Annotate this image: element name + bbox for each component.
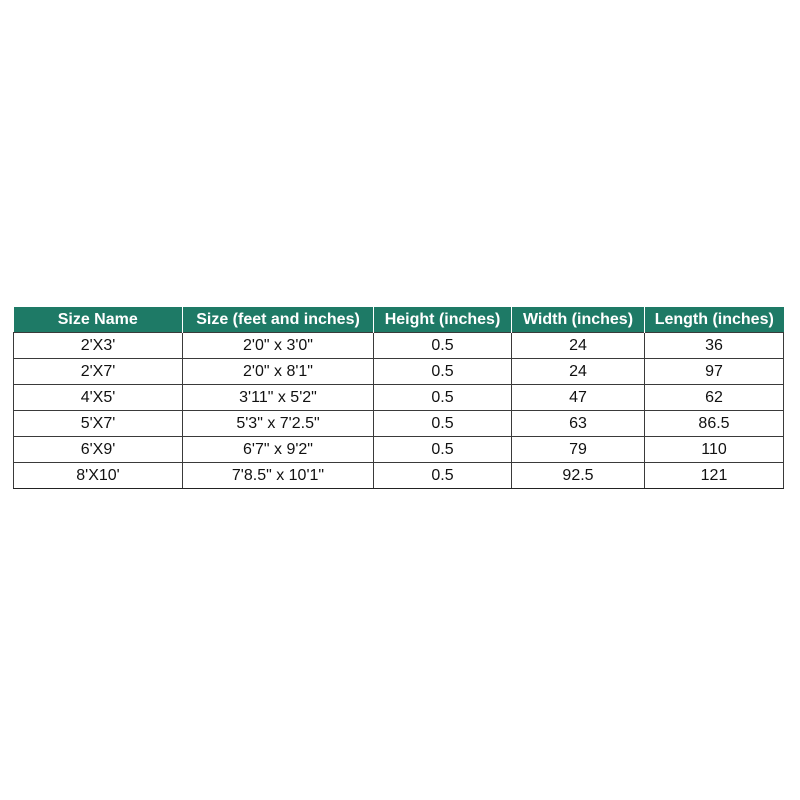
header-height: Height (inches)	[374, 307, 512, 333]
table-row	[14, 333, 784, 359]
cell-size-name: 2'X7'	[14, 359, 183, 385]
header-size-name: Size Name	[14, 307, 183, 333]
cell-size-name: 6'X9'	[14, 437, 183, 463]
size-table	[13, 307, 784, 489]
cell-length: 110	[645, 437, 784, 463]
header-length: Length (inches)	[645, 307, 784, 333]
table-header	[14, 307, 784, 333]
cell-height: 0.5	[374, 385, 512, 411]
cell-length: 36	[645, 333, 784, 359]
cell-size-name: 8'X10'	[14, 463, 183, 489]
cell-height: 0.5	[374, 333, 512, 359]
cell-length: 62	[645, 385, 784, 411]
table-row	[14, 411, 784, 437]
cell-size-feet-inches: 2'0" x 8'1"	[183, 359, 374, 385]
cell-width: 47	[512, 385, 645, 411]
cell-width: 24	[512, 359, 645, 385]
cell-width: 63	[512, 411, 645, 437]
cell-size-name: 4'X5'	[14, 385, 183, 411]
cell-width: 92.5	[512, 463, 645, 489]
table-row	[14, 437, 784, 463]
cell-height: 0.5	[374, 411, 512, 437]
cell-size-feet-inches: 3'11" x 5'2"	[183, 385, 374, 411]
cell-length: 121	[645, 463, 784, 489]
header-row	[14, 307, 784, 333]
cell-length: 86.5	[645, 411, 784, 437]
cell-width: 79	[512, 437, 645, 463]
table-row	[14, 385, 784, 411]
cell-height: 0.5	[374, 359, 512, 385]
header-width: Width (inches)	[512, 307, 645, 333]
table-row	[14, 359, 784, 385]
cell-size-feet-inches: 2'0" x 3'0"	[183, 333, 374, 359]
cell-length: 97	[645, 359, 784, 385]
table-body	[14, 333, 784, 489]
cell-height: 0.5	[374, 463, 512, 489]
cell-size-name: 5'X7'	[14, 411, 183, 437]
table-row	[14, 463, 784, 489]
cell-height: 0.5	[374, 437, 512, 463]
cell-size-feet-inches: 7'8.5" x 10'1"	[183, 463, 374, 489]
cell-width: 24	[512, 333, 645, 359]
size-table-container	[13, 307, 783, 489]
cell-size-feet-inches: 5'3" x 7'2.5"	[183, 411, 374, 437]
header-size-feet-inches: Size (feet and inches)	[183, 307, 374, 333]
cell-size-name: 2'X3'	[14, 333, 183, 359]
cell-size-feet-inches: 6'7" x 9'2"	[183, 437, 374, 463]
